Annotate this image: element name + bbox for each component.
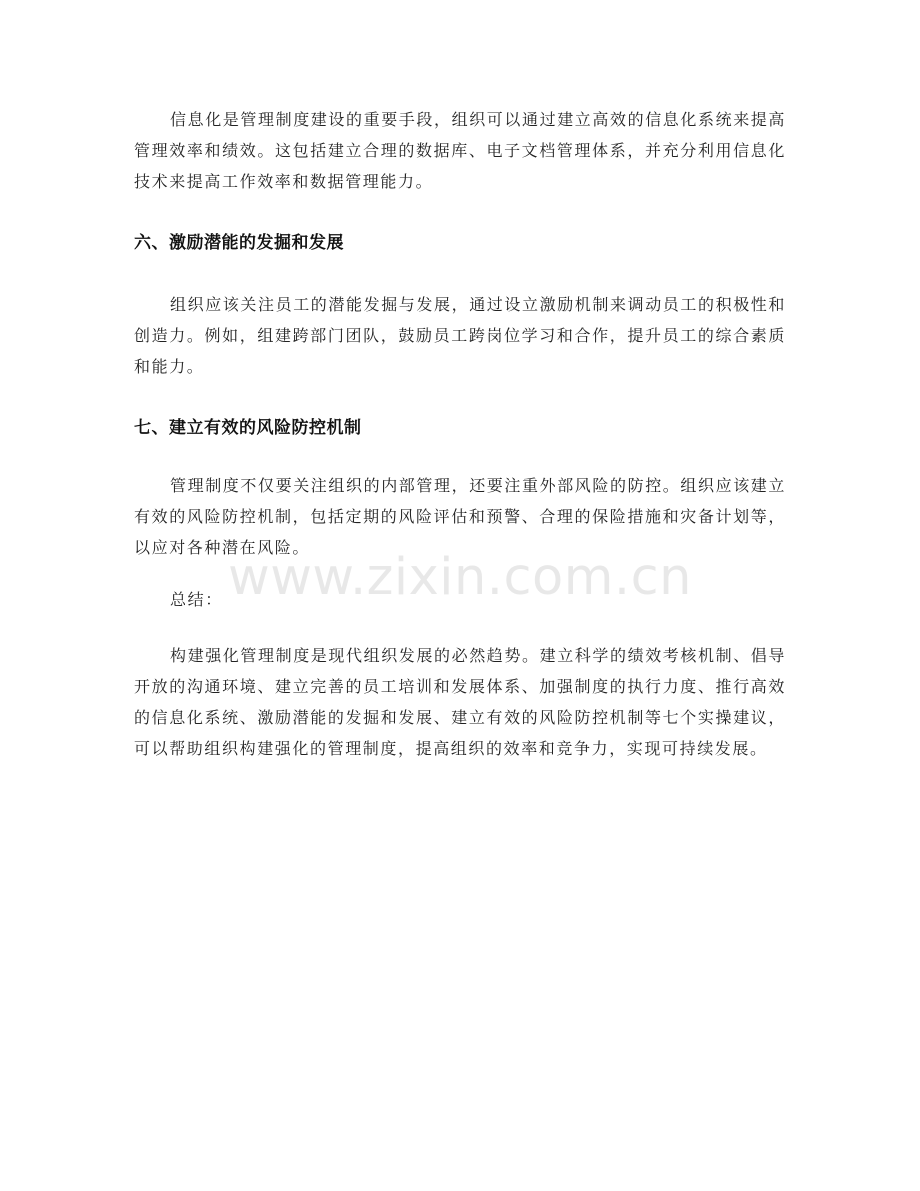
- summary-label: 总结：: [170, 590, 223, 609]
- section-heading: 六、激励潜能的发掘和发展: [134, 233, 344, 253]
- body-paragraph: 信息化是管理制度建设的重要手段，组织可以通过建立高效的信息化系统来提高管理效率和绩效。这包括建立合理的数据库、电子文档管理体系，并充分利用信息化技术来提高工作效率和数据管理能力。: [134, 110, 787, 191]
- body-paragraph: 组织应该关注员工的潜能发掘与发展，通过设立激励机制来调动员工的积极性和创造力。例如，组建跨部门团队，鼓励员工跨岗位学习和合作，提升员工的综合素质和能力。: [134, 295, 787, 376]
- body-paragraph: 构建强化管理制度是现代组织发展的必然趋势。建立科学的绩效考核机制、倡导开放的沟通环境、建立完善的员工培训和发展体系、加强制度的执行力度、推行高效的信息化系统、激励潜能的发掘和发展、建立有效的风险防控机制等七个实操建议，可以帮助组织构建强化的管理制度，提高组织的效率和竞争力，实现可持续发展。: [134, 646, 787, 758]
- body-paragraph: 管理制度不仅要关注组织的内部管理，还要注重外部风险的防控。组织应该建立有效的风险防控机制，包括定期的风险评估和预警、合理的保险措施和灾备计划等，以应对各种潜在风险。: [134, 476, 787, 557]
- section-heading: 七、建立有效的风险防控机制: [134, 418, 362, 438]
- watermark: www.zixin.com.cn: [228, 548, 692, 607]
